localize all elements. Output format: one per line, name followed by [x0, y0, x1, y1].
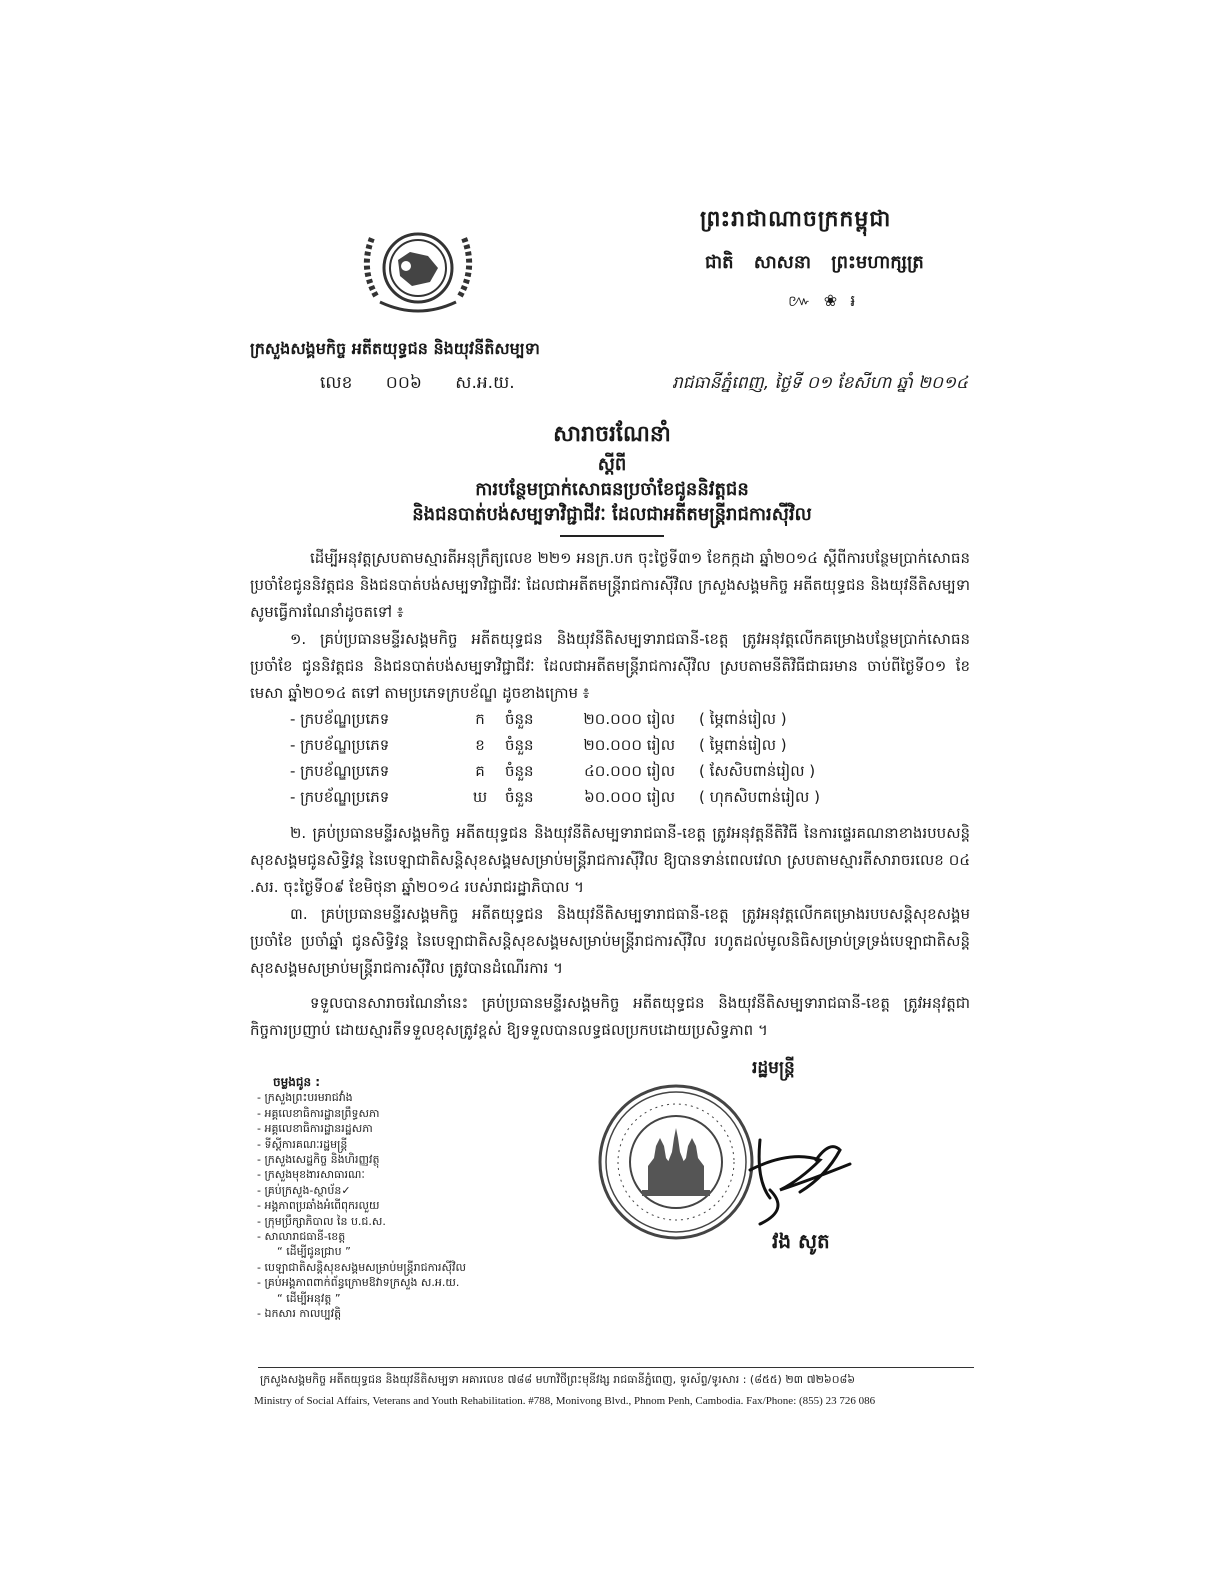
category-row	[290, 784, 879, 810]
recipient-item: - សាលារាជធានី-ខេត្ត	[257, 1230, 346, 1244]
intro-paragraph: ដើម្បីអនុវត្តស្របតាមស្មារតីអនុក្រឹត្យលេខ ២២១ អនក្រ.បក ចុះថ្ងៃទី៣១ ខែកក្កដា ឆ្នាំ២០១៤ ស្តីពីការបន្ថែមប្រាក់សោធនប្រចាំខែជូននិវត្តជន និងជនបាត់បង់សម្បទាវិជ្ជាជីវៈ ដែលជាអតីតមន្ត្រីរាជការស៊ីវិល ក្រសួងសង្គមកិច្ច អតីតយុទ្ធជន និងយុវនីតិសម្បទា សូមធ្វើការណែនាំដូចតទៅ ៖	[250, 549, 970, 621]
recipient-item: - គ្រប់ក្រសួង-ស្ថាប័ន✓	[257, 1183, 351, 1197]
amount-words: ( សែសិបពាន់រៀល )	[699, 762, 816, 780]
category-label: - ក្របខ័ណ្ឌប្រភេទ	[290, 736, 390, 754]
title-subject-line2: និងជនបាត់បង់សម្បទាវិជ្ជាជីវៈ ដែលជាអតីតមន្ត្រីរាជការស៊ីវិល	[412, 504, 812, 525]
amount: ២០.០០០ រៀល	[583, 736, 675, 754]
amount-words: ( ម្ភៃពាន់រៀល )	[699, 736, 787, 754]
amount: ៤០.០០០ រៀល	[584, 762, 675, 780]
recipient-item: - ឯកសារ កាលប្បវត្តិ	[257, 1307, 342, 1321]
recipient-item: - ទីស្តីការគណៈរដ្ឋមន្ត្រី	[257, 1137, 348, 1151]
title-subject-line1: ការបន្ថែមប្រាក់សោធនប្រចាំខែជូននិវត្តជន	[475, 479, 749, 500]
issue-date: រាជធានីភ្នំពេញ, ថ្ងៃទី ០១ ខែសីហា ឆ្នាំ ២០១៤	[672, 373, 968, 393]
recipients-heading: ចម្លងជូន :	[273, 1075, 321, 1089]
closing-paragraph: ទទួលបានសារាចរណែនាំនេះ គ្រប់ប្រធានមន្ទីរសង្គមកិច្ច អតីតយុទ្ធជន និងយុវនីតិសម្បទារាជធានី-ខេត្ត ត្រូវអនុវត្តជាកិច្ចការប្រញាប់ ដោយស្មារតីទទួលខុសត្រូវខ្ពស់ ឱ្យទទួលបានលទ្ធផលប្រកបដោយប្រសិទ្ធភាព ។	[250, 994, 970, 1039]
footer-address-english: Ministry of Social Affairs, Veterans and Youth Rehabilitation. #788, Monivong Blvd., Phnom Penh, Cambodia. Fax/Phone: (855) 23 726 086	[254, 1395, 876, 1407]
recipient-item: - ក្រសួងសេដ្ឋកិច្ច និងហិរញ្ញវត្ថុ	[257, 1153, 380, 1167]
minister-signature-icon	[730, 1120, 870, 1230]
issuing-ministry: ក្រសួងសង្គមកិច្ច អតីតយុទ្ធជន និងយុវនីតិសម្បទា	[250, 339, 540, 358]
category-row	[290, 758, 879, 784]
category-row	[290, 706, 879, 732]
recipient-item: - ក្រសួងព្រះបរមរាជវាំង	[257, 1091, 353, 1105]
category-class: ក	[475, 710, 485, 728]
recipient-item: - ក្រសួងមុខងារសាធារណៈ	[257, 1168, 365, 1182]
category-class: ខ	[475, 736, 485, 754]
recipient-item: - អគ្គលេខាធិការដ្ឋានព្រឹទ្ធសភា	[257, 1106, 380, 1120]
quantity-label: ចំនួន	[505, 762, 534, 780]
category-class: ឃ	[472, 788, 488, 806]
minister-title: រដ្ឋមន្ត្រី	[752, 1058, 795, 1078]
amount-words: ( ម្ភៃពាន់រៀល )	[699, 710, 787, 728]
amount: ៦០.០០០ រៀល	[584, 788, 675, 806]
kingdom-heading: ព្រះរាជាណាចក្រកម្ពុជា	[700, 207, 892, 232]
category-label: - ក្របខ័ណ្ឌប្រភេទ	[290, 788, 390, 806]
recipient-note: “ ដើម្បីជូនជ្រាប ”	[277, 1245, 351, 1259]
recipient-item: - គ្រប់អង្គភាពពាក់ព័ន្ធក្រោមឱវាទក្រសួង ស.អ.យ.	[257, 1276, 460, 1290]
instruction-item-1: ១. គ្រប់ប្រធានមន្ទីរសង្គមកិច្ច អតីតយុទ្ធជន និងយុវនីតិសម្បទារាជធានី-ខេត្ត ត្រូវអនុវត្តលើកគម្រោងបន្ថែមប្រាក់សោធនប្រចាំខែ ជូននិវត្តជន និងជនបាត់បង់សម្បទាវិជ្ជាជីវៈ ដែលជាអតីតមន្ត្រីរាជការស៊ីវិល ស្របតាមនីតិវិធីជាធរមាន ចាប់ពីថ្ងៃទី០១ ខែមេសា ឆ្នាំ២០១៤ តទៅ តាមប្រភេទក្របខ័ណ្ឌ ដូចខាងក្រោម ៖	[250, 630, 970, 702]
amount: ២០.០០០ រៀល	[583, 710, 675, 728]
quantity-label: ចំនួន	[505, 736, 534, 754]
category-label: - ក្របខ័ណ្ឌប្រភេទ	[290, 710, 390, 728]
recipient-item: - ក្រុមប្រឹក្សាភិបាល នៃ ប.ជ.ស.	[257, 1214, 386, 1228]
instruction-item-3: ៣. គ្រប់ប្រធានមន្ទីរសង្គមកិច្ច អតីតយុទ្ធជន និងយុវនីតិសម្បទារាជធានី-ខេត្ត ត្រូវអនុវត្តលើកគម្រោងរបបសន្តិសុខសង្គមប្រចាំខែ ប្រចាំឆ្នាំ ជូនសិទ្ធិវន្ត នៃបេឡាជាតិសន្តិសុខសង្គមសម្រាប់មន្ត្រីរាជការស៊ីវិល រហូតដល់មូលនិធិសម្រាប់ទ្រទ្រង់បេឡាជាតិសន្តិសុខសង្គមសម្រាប់មន្ត្រីរាជការស៊ីវិល ត្រូវបានដំណើរការ ។	[250, 905, 970, 977]
ref-number: ០០៦	[385, 373, 422, 393]
document-title: សារាចរណែនាំ	[553, 422, 671, 447]
ref-suffix: ស.អ.យ.	[455, 373, 515, 393]
ref-label: លេខ	[320, 373, 353, 393]
instruction-item-2: ២. គ្រប់ប្រធានមន្ទីរសង្គមកិច្ច អតីតយុទ្ធជន និងយុវនីតិសម្បទារាជធានី-ខេត្ត ត្រូវអនុវត្តនីតិវិធី នៃការផ្ទេរគណនាខាងរបបសន្តិសុខសង្គមជូនសិទ្ធិវន្ត នៃបេឡាជាតិសន្តិសុខសង្គមសម្រាប់មន្ត្រីរាជការស៊ីវិល ឱ្យបានទាន់ពេលវេលា ស្របតាមស្មារតីសារាចរលេខ ០៤ .សរ. ចុះថ្ងៃទី០៩ ខែមិថុនា ឆ្នាំ២០១៤ របស់រាជរដ្ឋាភិបាល ។	[250, 824, 970, 896]
footer-divider	[258, 1367, 974, 1368]
quantity-label: ចំនួន	[505, 710, 534, 728]
reference-number	[320, 372, 543, 397]
recipient-item: - អង្គភាពប្រឆាំងអំពើពុករលួយ	[257, 1199, 380, 1213]
minister-name: វង សូត	[772, 1229, 830, 1253]
title-subject-label: ស្តីពី	[597, 454, 627, 475]
recipient-item: - អគ្គលេខាធិការដ្ឋានរដ្ឋសភា	[257, 1122, 373, 1136]
recipients-list	[257, 1075, 466, 1322]
category-label: - ក្របខ័ណ្ឌប្រភេទ	[290, 762, 390, 780]
title-divider	[560, 535, 664, 537]
quantity-label: ចំនួន	[505, 788, 534, 806]
category-list	[290, 706, 879, 810]
recipient-note: “ ដើម្បីអនុវត្ត ”	[277, 1291, 341, 1305]
ornament: ៚ ❀ ៛	[788, 291, 860, 310]
recipient-item: - បេឡាជាតិសន្តិសុខសង្គមសម្រាប់មន្ត្រីរាជការស៊ីវិល	[257, 1260, 466, 1274]
category-class: គ	[475, 762, 485, 780]
national-motto: ជាតិ សាសនា ព្រះមហាក្សត្រ	[705, 252, 924, 273]
ministry-emblem-icon	[346, 216, 490, 328]
amount-words: ( ហុកសិបពាន់រៀល )	[699, 788, 820, 806]
category-row	[290, 732, 879, 758]
footer-address-khmer: ក្រសួងសង្គមកិច្ច អតីតយុទ្ធជន និងយុវនីតិសម្បទា អគារលេខ ៧៨៨ មហាវិថីព្រះមុនីវង្ស រាជធានីភ្នំពេញ, ទូរស័ព្ទ/ទូរសារ : (៨៥៥) ២៣ ៧២៦០៨៦	[260, 1373, 856, 1386]
